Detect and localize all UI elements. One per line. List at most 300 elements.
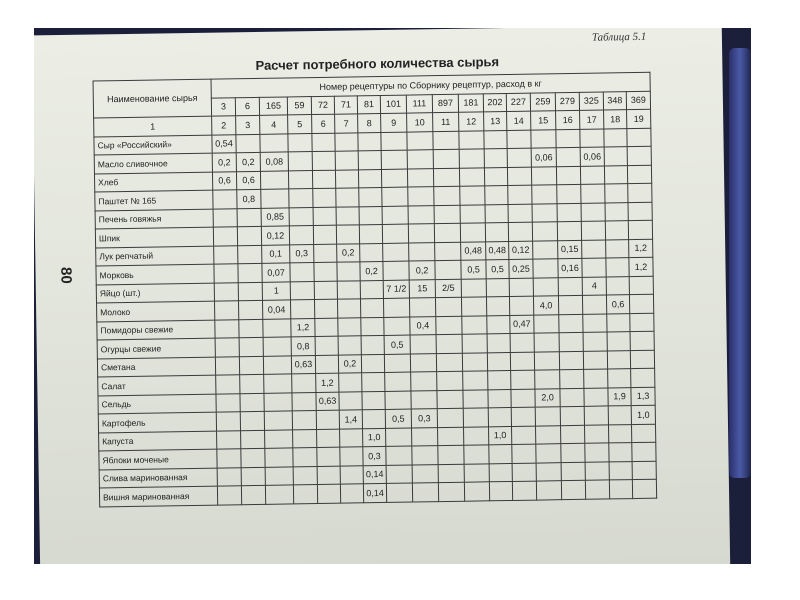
quantity-cell	[382, 206, 408, 225]
recipe-number: 202	[483, 93, 506, 112]
quantity-cell	[463, 408, 488, 427]
quantity-cell: 0,2	[337, 243, 360, 262]
ingredient-name: Сыр «Российский»	[94, 135, 212, 155]
quantity-cell	[487, 333, 510, 352]
quantity-cell	[384, 354, 410, 373]
quantity-cell	[316, 410, 339, 429]
quantity-cell	[313, 207, 336, 226]
quantity-cell	[484, 130, 507, 149]
quantity-cell	[436, 353, 462, 372]
quantity-cell	[437, 371, 463, 390]
quantity-cell	[293, 466, 317, 485]
quantity-cell: 0,06	[580, 147, 604, 166]
quantity-cell	[464, 463, 489, 482]
quantity-cell	[583, 332, 607, 351]
quantity-cell	[560, 369, 584, 388]
quantity-cell	[461, 278, 486, 297]
quantity-cell	[462, 334, 487, 353]
quantity-cell	[536, 462, 561, 481]
quantity-cell	[558, 295, 582, 314]
quantity-cell	[510, 352, 534, 371]
quantity-cell	[260, 133, 288, 152]
quantity-cell: 0,2	[338, 354, 361, 373]
quantity-cell	[464, 426, 489, 445]
quantity-cell	[533, 240, 558, 259]
quantity-cell	[512, 481, 536, 500]
quantity-cell	[213, 208, 237, 227]
quantity-cell: 0,2	[409, 261, 435, 280]
quantity-cell	[485, 185, 508, 204]
quantity-cell: 1,0	[363, 428, 386, 447]
quantity-cell	[340, 428, 363, 447]
quantity-cell	[337, 262, 360, 281]
quantity-cell	[557, 221, 581, 240]
quantity-cell: 1,2	[629, 257, 653, 276]
quantity-cell	[312, 170, 335, 189]
quantity-cell: 1,2	[291, 318, 315, 337]
quantity-cell	[386, 465, 412, 484]
quantity-cell	[556, 129, 580, 148]
quantity-cell	[512, 444, 536, 463]
quantity-cell	[263, 355, 291, 374]
quantity-cell: 1,2	[629, 239, 653, 258]
ingredient-name: Сельдь	[98, 394, 216, 414]
quantity-cell	[358, 132, 381, 151]
quantity-cell	[362, 391, 385, 410]
quantity-cell	[214, 301, 238, 320]
quantity-cell	[264, 374, 292, 393]
quantity-cell: 15	[409, 279, 435, 298]
ingredient-name: Молоко	[97, 301, 215, 321]
quantity-cell	[606, 239, 629, 258]
quantity-cell	[360, 243, 383, 262]
quantity-cell	[360, 298, 383, 317]
ingredient-name: Яблоки моченые	[99, 449, 217, 469]
quantity-cell	[460, 186, 485, 205]
quantity-cell: 0,3	[411, 409, 437, 428]
quantity-cell: 1,0	[631, 405, 655, 424]
quantity-cell	[507, 130, 531, 149]
quantity-cell	[462, 352, 487, 371]
column-number: 7	[335, 114, 358, 133]
quantity-cell	[240, 393, 264, 412]
ingredient-name: Масло сливочное	[94, 153, 212, 173]
quantity-cell	[338, 317, 361, 336]
ingredient-name: Паштет № 165	[95, 190, 213, 210]
quantity-cell	[240, 411, 264, 430]
quantity-cell	[293, 448, 317, 467]
quantity-cell	[533, 259, 558, 278]
quantity-cell	[239, 337, 263, 356]
quantity-cell: 4,0	[533, 296, 558, 315]
quantity-cell: 0,2	[212, 153, 236, 172]
quantity-cell: 0,08	[260, 152, 288, 171]
quantity-cell	[534, 333, 559, 352]
column-number: 12	[459, 112, 484, 131]
quantity-cell	[238, 263, 262, 282]
quantity-cell: 0,14	[363, 483, 386, 502]
quantity-cell	[584, 387, 608, 406]
quantity-cell	[238, 245, 262, 264]
recipe-number: 3	[211, 97, 235, 116]
quantity-cell	[535, 425, 560, 444]
quantity-cell	[607, 313, 630, 332]
quantity-cell	[241, 448, 265, 467]
quantity-cell	[511, 389, 535, 408]
quantity-cell	[531, 166, 556, 185]
quantity-cell	[241, 485, 265, 504]
quantity-cell: 1,3	[631, 387, 655, 406]
quantity-cell: 0,15	[558, 240, 582, 259]
quantity-cell	[241, 430, 265, 449]
quantity-cell	[532, 203, 557, 222]
quantity-cell	[236, 134, 260, 153]
quantity-cell	[607, 332, 630, 351]
quantity-cell	[631, 368, 655, 387]
quantity-cell	[464, 445, 489, 464]
quantity-cell	[605, 221, 628, 240]
recipe-number: 348	[603, 91, 626, 110]
quantity-cell	[532, 222, 557, 241]
quantity-cell	[383, 243, 409, 262]
quantity-cell	[434, 186, 460, 205]
quantity-cell	[461, 297, 486, 316]
column-number: 17	[580, 110, 604, 129]
quantity-cell	[409, 242, 435, 261]
quantity-cell	[339, 373, 362, 392]
recipe-number: 259	[530, 92, 555, 111]
quantity-cell	[604, 165, 627, 184]
quantity-cell: 0,54	[212, 134, 236, 153]
quantity-cell	[584, 424, 608, 443]
quantity-cell	[293, 485, 317, 504]
quantity-cell	[584, 369, 608, 388]
quantity-cell	[315, 336, 338, 355]
quantity-cell	[630, 313, 654, 332]
quantity-cell	[507, 148, 531, 167]
quantity-cell	[238, 282, 262, 301]
quantity-cell	[433, 149, 459, 168]
quantity-cell	[290, 300, 314, 319]
quantity-cell	[561, 462, 585, 481]
quantity-cell	[488, 370, 511, 389]
recipe-number: 325	[579, 91, 603, 110]
quantity-cell	[583, 350, 607, 369]
quantity-cell	[631, 424, 655, 443]
quantity-cell	[263, 337, 291, 356]
column-number: 6	[312, 114, 335, 133]
quantity-cell	[408, 205, 434, 224]
quantity-cell	[632, 479, 656, 498]
quantity-cell	[436, 334, 462, 353]
recipe-number: 279	[555, 92, 579, 111]
quantity-cell	[407, 168, 433, 187]
quantity-cell	[340, 484, 363, 503]
quantity-cell	[581, 184, 605, 203]
column-number: 1	[94, 116, 212, 136]
ingredient-name: Огурцы свежие	[97, 338, 215, 358]
quantity-cell	[433, 168, 459, 187]
quantity-cell	[317, 429, 340, 448]
quantity-cell	[486, 296, 509, 315]
quantity-cell	[438, 427, 464, 446]
column-number: 9	[381, 113, 407, 132]
quantity-cell	[407, 150, 433, 169]
quantity-cell	[381, 132, 407, 151]
ingredient-name: Лук репчатый	[96, 246, 214, 266]
quantity-cell: 1,0	[488, 426, 511, 445]
quantity-cell	[459, 167, 484, 186]
quantity-cell	[335, 169, 358, 188]
quantity-cell: 7 1/2	[383, 280, 409, 299]
ingredient-name: Морковь	[96, 264, 214, 284]
column-number: 4	[260, 115, 288, 134]
quantity-cell	[337, 280, 360, 299]
quantity-cell	[314, 262, 337, 281]
ingredient-name: Шпик	[95, 227, 213, 247]
recipe-number: 81	[357, 95, 380, 114]
quantity-cell: 0,47	[510, 315, 534, 334]
quantity-cell	[484, 149, 507, 168]
quantity-cell	[580, 165, 604, 184]
quantity-cell	[338, 336, 361, 355]
quantity-cell	[605, 202, 628, 221]
quantity-cell: 1	[262, 281, 290, 300]
quantity-cell	[384, 317, 410, 336]
quantity-cell	[361, 354, 384, 373]
quantity-cell	[292, 411, 316, 430]
quantity-cell	[460, 223, 485, 242]
quantity-cell	[434, 205, 460, 224]
quantity-cell	[557, 184, 581, 203]
quantity-cell	[336, 225, 359, 244]
recipe-number: 227	[506, 93, 530, 112]
column-number: 10	[407, 113, 433, 132]
quantity-cell	[385, 391, 411, 410]
quantity-cell	[438, 464, 464, 483]
quantity-cell	[536, 444, 561, 463]
quantity-cell	[292, 374, 316, 393]
quantity-cell: 0,07	[262, 263, 290, 282]
quantity-cell: 0,25	[509, 259, 533, 278]
quantity-cell	[609, 443, 632, 462]
page-title: Расчет потребного количества сырья	[255, 54, 500, 73]
quantity-cell	[264, 392, 292, 411]
quantity-cell	[436, 316, 462, 335]
quantity-cell	[359, 224, 382, 243]
quantity-cell	[263, 318, 291, 337]
quantity-cell	[361, 317, 384, 336]
quantity-cell	[585, 480, 609, 499]
quantity-cell	[489, 463, 512, 482]
quantity-cell	[557, 203, 581, 222]
quantity-cell: 0,6	[606, 295, 629, 314]
quantity-cell	[340, 465, 363, 484]
quantity-cell	[314, 299, 337, 318]
quantity-cell	[336, 188, 359, 207]
quantity-cell	[485, 222, 508, 241]
quantity-cell	[486, 278, 509, 297]
quantity-cell	[628, 183, 652, 202]
quantity-cell	[608, 369, 631, 388]
quantity-cell	[433, 131, 459, 150]
quantity-cell	[582, 295, 606, 314]
quantity-cell	[312, 133, 335, 152]
quantity-cell	[288, 152, 312, 171]
quantity-cell	[608, 406, 631, 425]
quantity-cell: 0,8	[291, 337, 315, 356]
quantity-cell	[558, 277, 582, 296]
quantity-cell	[215, 356, 239, 375]
quantity-cell	[239, 319, 263, 338]
quantity-cell	[606, 276, 629, 295]
column-number: 15	[531, 111, 556, 130]
quantity-cell	[216, 412, 240, 431]
quantity-cell	[339, 391, 362, 410]
recipe-number: 6	[235, 97, 259, 116]
quantity-cell	[216, 393, 240, 412]
quantity-cell	[381, 150, 407, 169]
quantity-cell	[584, 406, 608, 425]
quantity-cell	[487, 315, 510, 334]
quantity-cell	[314, 244, 337, 263]
quantity-cell	[265, 448, 293, 467]
recipe-number: 101	[380, 95, 406, 114]
quantity-cell	[560, 425, 584, 444]
quantity-cell	[288, 133, 312, 152]
quantity-cell	[510, 333, 534, 352]
quantity-cell: 0,12	[261, 226, 289, 245]
raw-materials-table	[93, 72, 658, 507]
quantity-cell	[412, 464, 438, 483]
quantity-cell	[435, 297, 461, 316]
quantity-cell	[265, 466, 293, 485]
column-number: 2	[212, 116, 236, 135]
ingredient-name: Печень говяжья	[95, 209, 213, 229]
quantity-cell	[437, 390, 463, 409]
page-number: 80	[57, 266, 75, 284]
quantity-cell	[508, 204, 532, 223]
quantity-cell	[335, 151, 358, 170]
recipe-number: 111	[406, 94, 432, 113]
quantity-cell	[386, 428, 412, 447]
quantity-cell	[512, 463, 536, 482]
quantity-cell: 0,16	[558, 258, 582, 277]
quantity-cell: 0,6	[236, 171, 260, 190]
ingredient-name: Слива маринованная	[99, 468, 217, 488]
quantity-cell	[215, 319, 239, 338]
quantity-cell	[407, 131, 433, 150]
quantity-cell	[559, 332, 583, 351]
quantity-cell	[412, 446, 438, 465]
quantity-cell	[312, 151, 335, 170]
quantity-cell: 0,2	[360, 261, 383, 280]
quantity-cell	[607, 350, 630, 369]
quantity-cell: 1,9	[608, 387, 631, 406]
recipe-number: 181	[458, 93, 483, 112]
quantity-cell	[288, 170, 312, 189]
quantity-cell	[217, 430, 241, 449]
quantity-cell	[559, 314, 583, 333]
recipe-number: 72	[311, 96, 334, 115]
document-photo	[34, 28, 751, 564]
column-number: 5	[288, 115, 312, 134]
quantity-cell	[409, 298, 435, 317]
quantity-cell	[383, 261, 409, 280]
quantity-cell	[261, 189, 289, 208]
quantity-cell	[214, 245, 238, 264]
quantity-cell	[535, 407, 560, 426]
quantity-cell	[627, 165, 651, 184]
recipe-group-header: Номер рецептуры по Сборнику рецептур, расход в кг	[211, 72, 650, 97]
ingredient-name: Салат	[98, 375, 216, 395]
quantity-cell: 0,06	[531, 148, 556, 167]
quantity-cell	[459, 130, 484, 149]
quantity-cell	[608, 424, 631, 443]
ingredient-name: Капуста	[99, 431, 217, 451]
quantity-cell: 0,14	[363, 465, 386, 484]
quantity-cell	[627, 128, 651, 147]
quantity-cell	[556, 147, 580, 166]
quantity-cell	[561, 443, 585, 462]
quantity-cell	[313, 225, 336, 244]
quantity-cell	[434, 223, 460, 242]
quantity-cell	[408, 187, 434, 206]
quantity-cell	[358, 169, 381, 188]
quantity-cell	[531, 129, 556, 148]
quantity-cell	[488, 389, 511, 408]
table-caption: Таблица 5.1	[591, 30, 647, 44]
quantity-cell	[289, 226, 313, 245]
quantity-cell	[507, 167, 531, 186]
quantity-cell	[484, 167, 507, 186]
quantity-cell	[629, 276, 653, 295]
quantity-cell	[385, 372, 411, 391]
quantity-cell	[217, 467, 241, 486]
quantity-cell	[511, 407, 535, 426]
column-number: 13	[484, 112, 507, 131]
quantity-cell: 0,12	[509, 241, 533, 260]
quantity-cell	[410, 353, 436, 372]
quantity-cell	[561, 480, 585, 499]
recipe-number: 71	[334, 95, 357, 114]
quantity-cell	[362, 372, 385, 391]
quantity-cell	[438, 445, 464, 464]
recipe-number: 897	[432, 94, 458, 113]
quantity-cell	[627, 146, 651, 165]
quantity-cell	[605, 184, 628, 203]
quantity-cell	[362, 409, 385, 428]
quantity-cell	[265, 485, 293, 504]
quantity-cell: 0,8	[237, 189, 261, 208]
quantity-cell	[580, 128, 604, 147]
quantity-cell	[265, 429, 293, 448]
quantity-cell	[511, 426, 535, 445]
quantity-cell	[463, 371, 488, 390]
quantity-cell	[408, 224, 434, 243]
quantity-cell: 4	[582, 276, 606, 295]
quantity-cell: 0,1	[262, 244, 290, 263]
quantity-cell	[508, 185, 532, 204]
quantity-cell	[290, 281, 314, 300]
quantity-cell	[360, 280, 383, 299]
quantity-cell	[460, 204, 485, 223]
quantity-cell	[628, 202, 652, 221]
quantity-cell	[386, 446, 412, 465]
quantity-cell	[237, 208, 261, 227]
quantity-cell	[459, 149, 484, 168]
quantity-cell	[383, 298, 409, 317]
